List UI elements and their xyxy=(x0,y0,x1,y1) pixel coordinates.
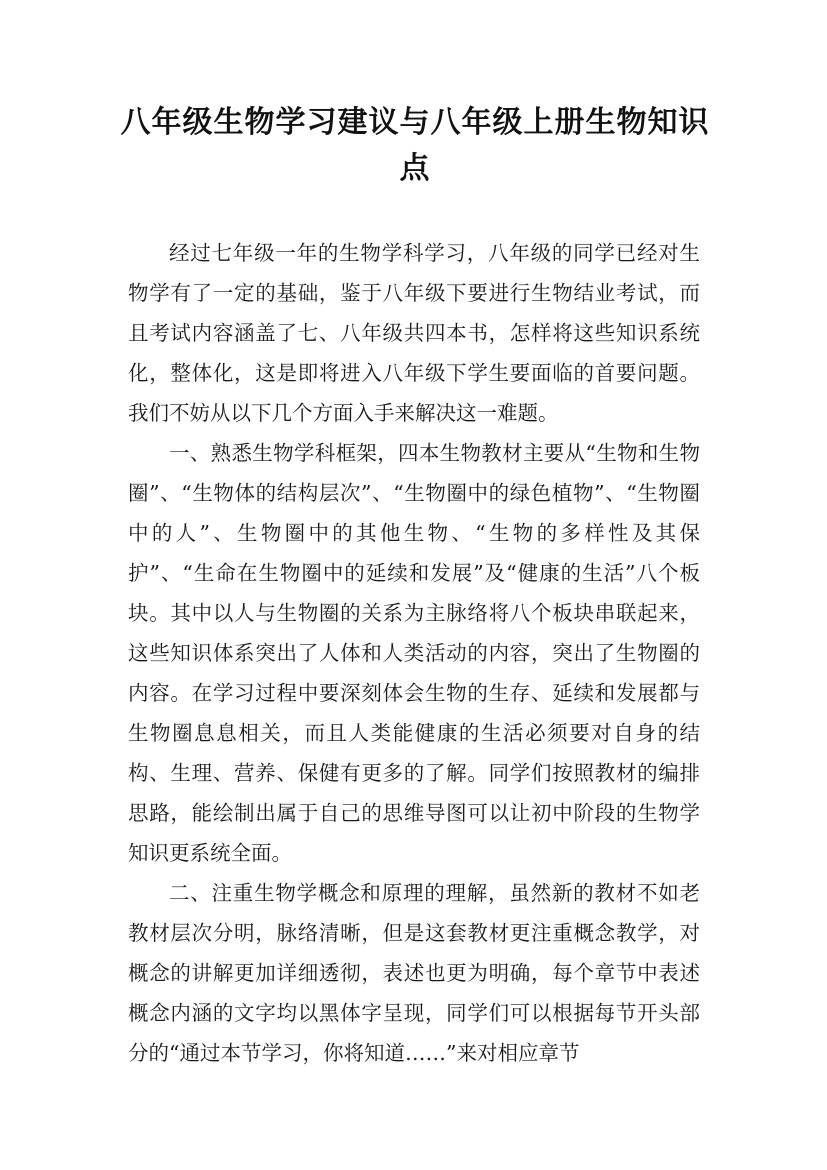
paragraph-section-one: 一、熟悉生物学科框架，四本生物教材主要从“生物和生物圈”、“生物体的结构层次”、“生物圈中的绿色植物”、“生物圈中的人”、生物圈中的其他生物、“生物的多样性及其保护”、“生命在生物圈中的延续和发展”及“健康的生活”八个板块。其中以人与生物圈的关系为主脉络将八个板块串联起来，这些知识体系突出了人体和人类活动的内容，突出了生物圈的内容。在学习过程中要深刻体会生物的生存、延续和发展都与生物圈息息相关，而且人类能健康的生活必须要对自身的结构、生理、营养、保健有更多的了解。同学们按照教材的编排思路，能绘制出属于自己的思维导图可以让初中阶段的生物学知识更系统全面。 xyxy=(128,441,700,865)
paragraph-intro: 经过七年级一年的生物学科学习，八年级的同学已经对生物学有了一定的基础，鉴于八年级下要进行生物结业考试，而且考试内容涵盖了七、八年级共四本书，怎样将这些知识系统化，整体化，这是即将进入八年级下学生要面临的首要问题。我们不妨从以下几个方面入手来解决这一难题。 xyxy=(128,241,700,425)
paragraph-section-two: 二、注重生物学概念和原理的理解，虽然新的教材不如老教材层次分明，脉络清晰，但是这套教材更注重概念教学，对概念的讲解更加详细透彻，表述也更为明确，每个章节中表述概念内涵的文字均以黑体字呈现，同学们可以根据每节开头部分的“通过本节学习，你将知道……”来对相应章节 xyxy=(128,881,700,1065)
document-title: 八年级生物学习建议与八年级上册生物知识点 xyxy=(120,105,710,186)
document-body xyxy=(128,233,700,1073)
